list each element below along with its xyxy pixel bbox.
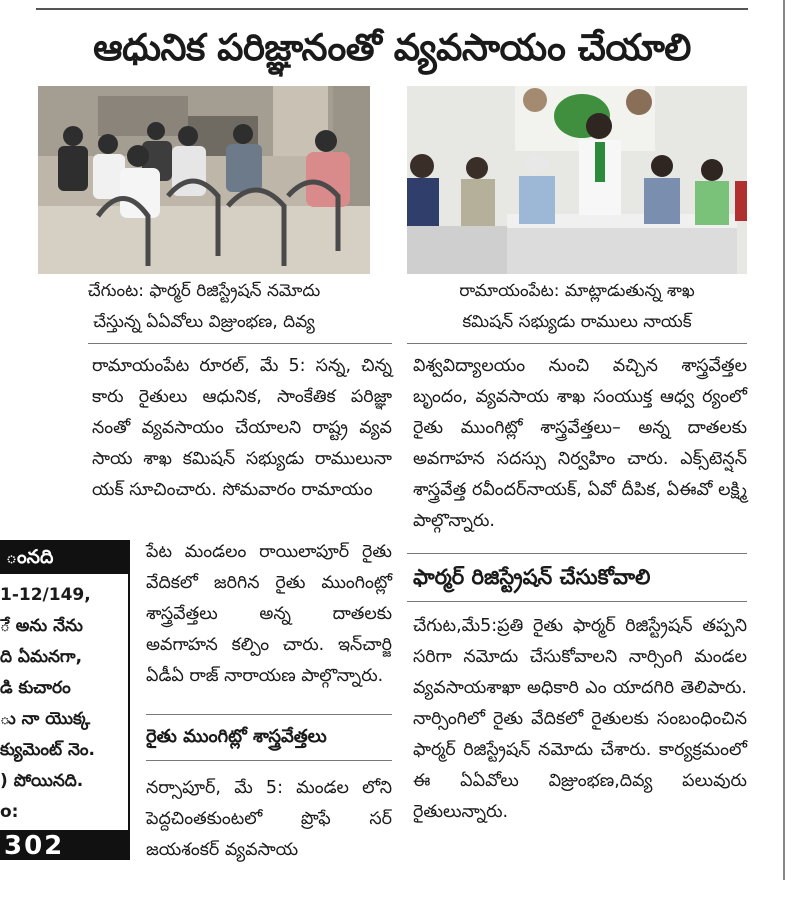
divider [146,760,392,761]
article-right-body: విశ్వవిద్యాలయం నుంచి వచ్చిన శాస్త్రవేత్తల బృందం, వ్యవసాయ శాఖ సంయుక్త ఆధ్వ ర్యంలో రైతు ముంగిట్లో శాస్త్రవేత్తలు– అన్న దాతలకు అవగాహన సదస్సు నిర్వహిం చారు. ఎక్స్‌టెన్షన్ శాస్త్రవేత్త రవీందర్‌నాయక్, ఏవో దీపిక, ఏఈవో లక్ష్మి పాల్గొన్నారు. [413,356,747,531]
article-left-tail: నర్సాపూర్, మే 5: మండల లోని పెద్దచింతకుంటలో ప్రొఫే సర్ జయశంకర్ వ్యవసాయ [146,778,392,860]
photo-commission-member-speaking [407,86,747,274]
article-left-body: రామాయంపేట రూరల్, మే 5: సన్న, చిన్న కారు రైతులు ఆధునిక, సాంకేతిక పరిజ్ఞా నంతో వ్యవసాయం చేయాలని రాష్ట్ర వ్యవ సాయ శాఖ కమిషన్ సభ్యుడు రాములునా యక్ సూచించారు. సోమవారం రామాయం [92,356,392,500]
caption-line: చేస్తున్న ఏఏవోలు విజ్రుంభణ, దివ్య [93,312,315,332]
ad-line: క్యుమెంట్ నెం. [0,740,96,760]
article-right-body-bottom: చేగుట,మే5:ప్రతి రైతు ఫార్మర్ రిజిస్ట్రేషన్ తప్పని సరిగా నమోదు చేసుకోవాలని నార్సింగి మండల వ్యవసాయశాఖా అధికారి ఎం యాదగిరి తెలిపారు. నార్సింగిలో రైతు వేదికలో రైతులకు సంబంధించిన ఫార్మర్ రిజిస్ట్రేషన్ నమోదు చేశారు. కార్యక్రమంలో ఈ ఏఏవోలు విజ్రుంభణ,దివ్య పలువురు రైతులున్నారు. [413,616,747,822]
headline: ఆధునిక పరిజ్ఞానంతో వ్యవసాయం చేయాలి [93,26,691,69]
caption-line: చేగుంట: ఫార్మర్ రిజిస్ట్రేషన్ నమోదు [87,281,321,301]
ad-line: 1-12/149, [0,585,91,605]
photo-farmer-registration [38,86,370,274]
ad-line: o: [0,802,19,822]
top-rule [36,8,748,10]
divider [407,553,747,554]
ad-footer-number: 302 [0,830,130,860]
ad-line: ే అను నేను [0,616,83,636]
ad-line: ) పోయినది. [0,771,84,791]
classified-ad [0,540,130,860]
article-left-body-continued: పేట మండలం రాయిలాపూర్ రైతు వేదికలో జరిగిన రైతు ముంగింట్లో శాస్త్రవేత్తలు అన్న దాతలకు అవగాహన కల్పిం చారు. ఇన్‌చార్జి ఏడీఏ రాజ్ నారాయణ పాల్గొన్నారు. [146,542,392,686]
photo-caption-right [407,276,747,338]
photo-caption-left [38,276,370,338]
caption-line: రామాయంపేట: మాట్లాడుతున్న శాఖ [459,281,695,301]
ad-line: ు నా యొక్క [0,709,91,729]
ad-body [0,580,130,828]
ad-line: ది ఏమనగా, [0,647,83,667]
caption-line: కమిషన్ సభ్యుడు రాములు నాయక్ [462,312,692,332]
subheading-right: ఫార్మర్ రిజిస్ట్రేషన్ చేసుకోవాలి [413,565,651,589]
divider [407,343,747,344]
column-rule [783,0,785,880]
divider [407,601,747,602]
ad-header: ంనది [0,540,130,574]
divider [146,714,392,715]
ad-line: డి కుచారం [0,678,71,698]
subheading-left: రైతు ముంగిట్లో శాస్త్రవేత్తలు [146,726,327,747]
divider [88,343,392,344]
